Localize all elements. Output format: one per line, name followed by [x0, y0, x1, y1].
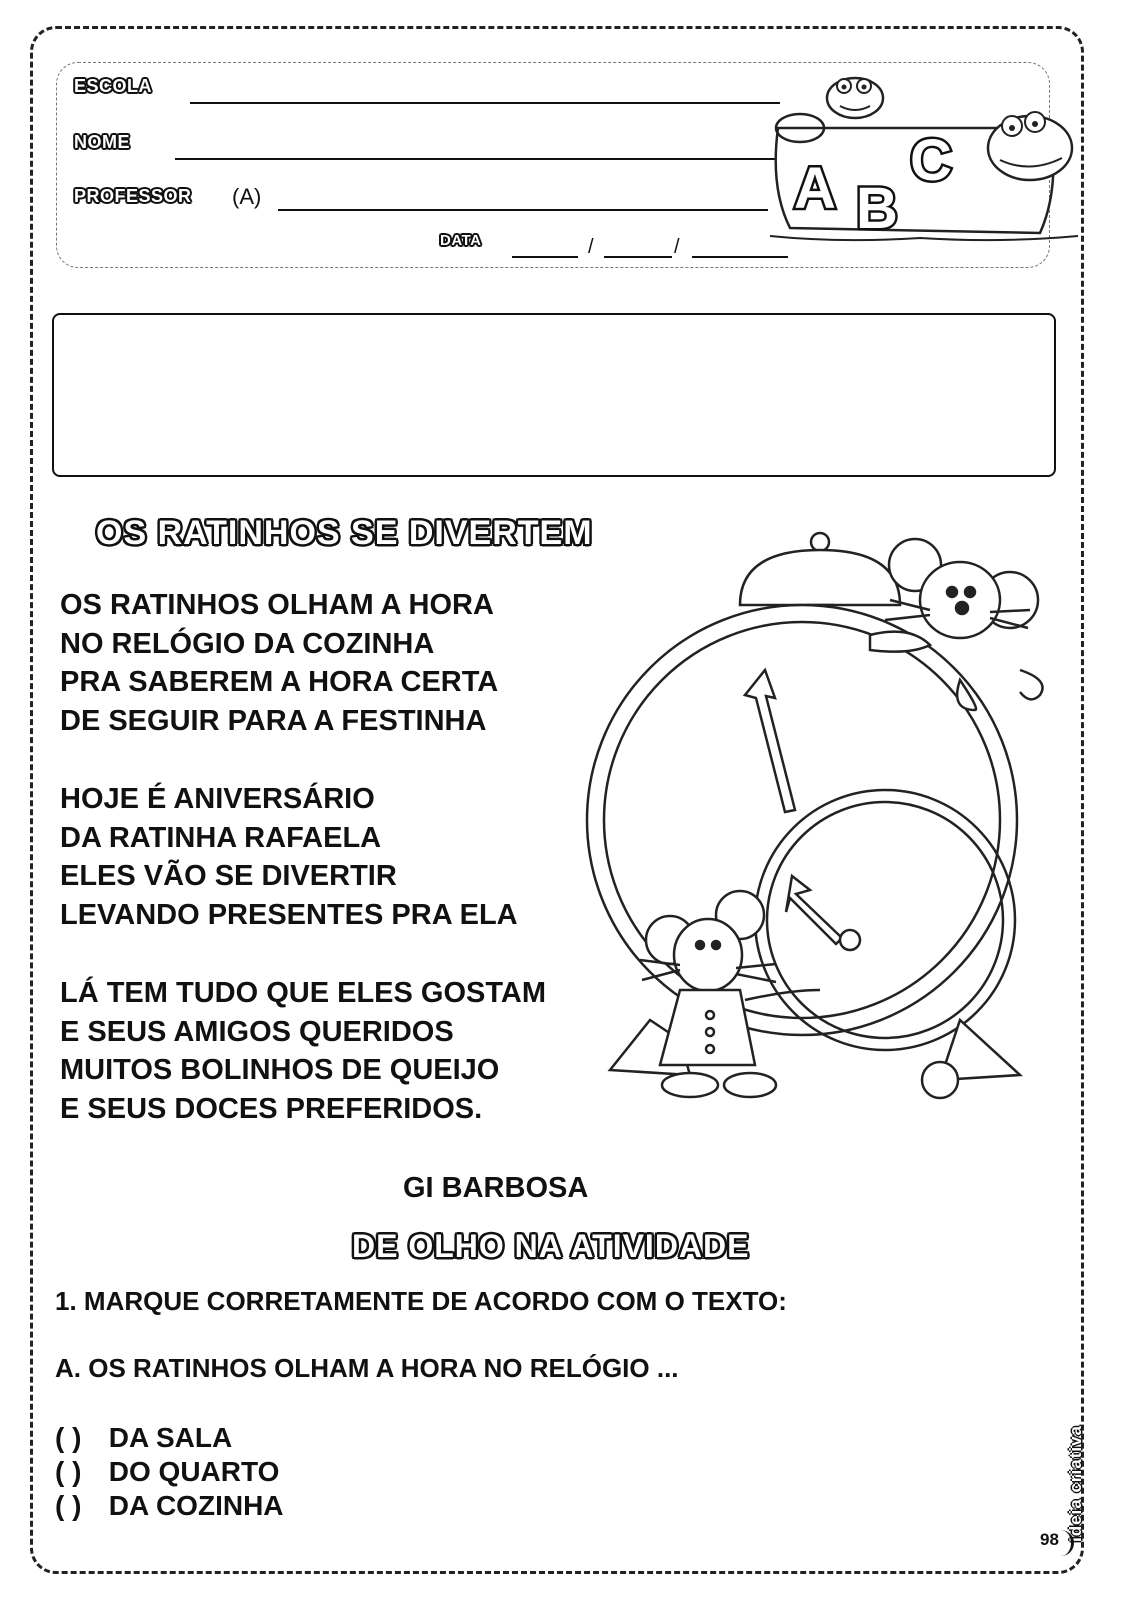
- checkbox-marker[interactable]: ( ): [55, 1422, 82, 1453]
- abc-letter-b: B: [856, 176, 898, 241]
- poem-stanza: [60, 780, 518, 934]
- poem-line: DE SEGUIR PARA A FESTINHA: [60, 704, 487, 737]
- question-1a: A. OS RATINHOS OLHAM A HORA NO RELÓGIO ...: [55, 1353, 679, 1383]
- date-year-field[interactable]: [692, 256, 788, 258]
- poem-line: MUITOS BOLINHOS DE QUEIJO: [60, 1054, 500, 1086]
- poem-stanza: [60, 586, 498, 740]
- option-label: DA SALA: [108, 1422, 233, 1453]
- drawing-box[interactable]: [52, 313, 1056, 477]
- poem-line: LÁ TEM TUDO QUE ELES GOSTAM: [60, 977, 547, 1009]
- poem-author: GI BARBOSA: [403, 1172, 589, 1204]
- date-label: DATA: [440, 232, 482, 249]
- date-day-field[interactable]: [512, 256, 578, 258]
- option-label: DO QUARTO: [108, 1456, 280, 1487]
- checkbox-marker[interactable]: ( ): [55, 1490, 82, 1521]
- date-separator: /: [588, 236, 594, 258]
- poem-line: E SEUS DOCES PREFERIDOS.: [60, 1092, 483, 1125]
- option-label: DA COZINHA: [108, 1490, 284, 1521]
- abc-letter-c: C: [910, 128, 952, 193]
- clock-mice-illustration: [580, 520, 1060, 1110]
- checkbox-marker[interactable]: ( ): [55, 1456, 82, 1487]
- page-number: 98: [1040, 1530, 1074, 1556]
- date-month-field[interactable]: [604, 256, 672, 258]
- activity-title: DE OLHO NA ATIVIDADE: [352, 1228, 750, 1264]
- option-da-sala[interactable]: [55, 1422, 232, 1454]
- option-da-cozinha[interactable]: [55, 1490, 284, 1522]
- poem-line: LEVANDO PRESENTES PRA ELA: [60, 898, 518, 931]
- poem-line: PRA SABEREM A HORA CERTA: [60, 666, 499, 698]
- school-label: ESCOLA: [74, 76, 153, 96]
- poem-line: NO RELÓGIO DA COZINHA: [60, 627, 435, 660]
- school-field[interactable]: [190, 102, 780, 104]
- question-1: 1. MARQUE CORRETAMENTE DE ACORDO COM O TEXTO:: [55, 1286, 787, 1316]
- poem-stanza: [60, 974, 546, 1128]
- poem-line: HOJE É ANIVERSÁRIO: [60, 783, 375, 815]
- teacher-suffix: (A): [232, 184, 262, 209]
- poem-line: DA RATINHA RAFAELA: [60, 821, 382, 854]
- abc-frog-illustration: [760, 68, 1086, 248]
- name-label: NOME: [74, 132, 130, 152]
- brand-logo: Ideia criativa: [1066, 1424, 1085, 1542]
- teacher-label: PROFESSOR: [74, 186, 192, 206]
- option-do-quarto[interactable]: [55, 1456, 279, 1488]
- poem-line: ELES VÃO SE DIVERTIR: [60, 860, 397, 892]
- poem-title: OS RATINHOS SE DIVERTEM: [96, 514, 593, 552]
- teacher-field[interactable]: [278, 209, 768, 211]
- poem-line: OS RATINHOS OLHAM A HORA: [60, 589, 494, 621]
- poem-line: E SEUS AMIGOS QUERIDOS: [60, 1015, 454, 1048]
- abc-letter-a: A: [794, 156, 836, 221]
- date-separator: /: [674, 236, 680, 258]
- name-field[interactable]: [175, 158, 775, 160]
